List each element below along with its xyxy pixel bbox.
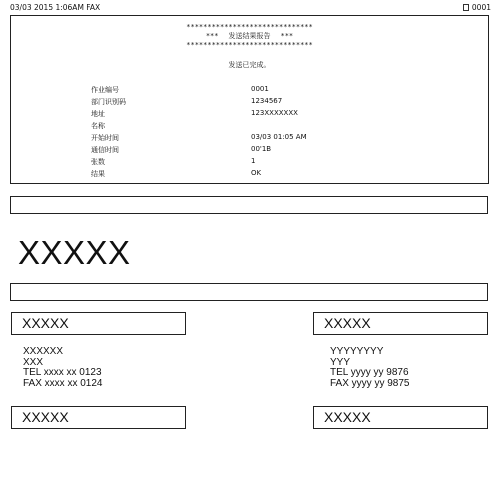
report-row	[91, 157, 488, 169]
row-value: 0001	[251, 85, 269, 93]
report-title: 发送结果报告	[228, 32, 271, 40]
report-row	[91, 169, 488, 181]
row-label: 名称	[91, 122, 105, 130]
document-title: XXXXX	[18, 234, 131, 271]
right-name: YYYYYYYY	[330, 346, 384, 357]
page-indicator	[463, 3, 491, 12]
report-row	[91, 133, 488, 145]
blank-bar-middle	[10, 283, 488, 301]
row-label: 结果	[91, 170, 105, 178]
right-fax: FAX yyyy yy 9875	[330, 377, 410, 389]
right-address	[330, 347, 409, 389]
fax-datetime: 03/03 2015 1:06AM FAX	[10, 3, 101, 12]
row-label: 开始时间	[91, 134, 119, 142]
right-line2: YYY	[330, 356, 351, 368]
page-number: 0001	[471, 3, 491, 12]
report-row	[91, 97, 488, 109]
report-status: 发送已完成。	[228, 61, 271, 69]
page-icon	[463, 4, 469, 11]
blank-bar-top	[10, 196, 488, 214]
right-tel: TEL yyyy yy 9876	[330, 367, 409, 378]
left-box-bottom: XXXXX	[11, 406, 186, 429]
left-tel: TEL xxxx xx 0123	[23, 367, 102, 378]
right-box-bottom: XXXXX	[313, 406, 488, 429]
left-name: XXXXXX	[23, 346, 64, 357]
fax-header	[10, 3, 491, 15]
banner-title-line	[11, 32, 488, 41]
row-value: 123XXXXXXX	[251, 109, 298, 117]
banner-stars-bottom: ******************************	[186, 41, 313, 49]
row-value: 03/03 01:05 AM	[251, 133, 307, 141]
report-row	[91, 109, 488, 121]
row-value: 1234567	[251, 97, 283, 105]
row-label: 作业编号	[91, 86, 119, 94]
row-label: 部门识别码	[91, 98, 126, 106]
right-box-top: XXXXX	[313, 312, 488, 335]
report-row	[91, 145, 488, 157]
report-row	[91, 85, 488, 97]
report-row	[91, 121, 488, 133]
row-label: 通信时间	[91, 146, 119, 154]
banner-stars-left: ***	[205, 32, 219, 40]
banner-stars-right: ***	[280, 32, 294, 40]
left-line2: XXX	[23, 356, 44, 368]
row-label: 地址	[91, 110, 105, 118]
left-box-top: XXXXX	[11, 312, 186, 335]
row-value: 00'1B	[251, 145, 272, 153]
row-value: OK	[251, 169, 262, 177]
left-address	[23, 347, 102, 389]
banner-stars-top: ******************************	[186, 23, 313, 31]
left-fax: FAX xxxx xx 0124	[23, 377, 103, 389]
transmission-report	[10, 15, 489, 184]
row-value: 1	[251, 157, 256, 165]
row-label: 张数	[91, 158, 105, 166]
